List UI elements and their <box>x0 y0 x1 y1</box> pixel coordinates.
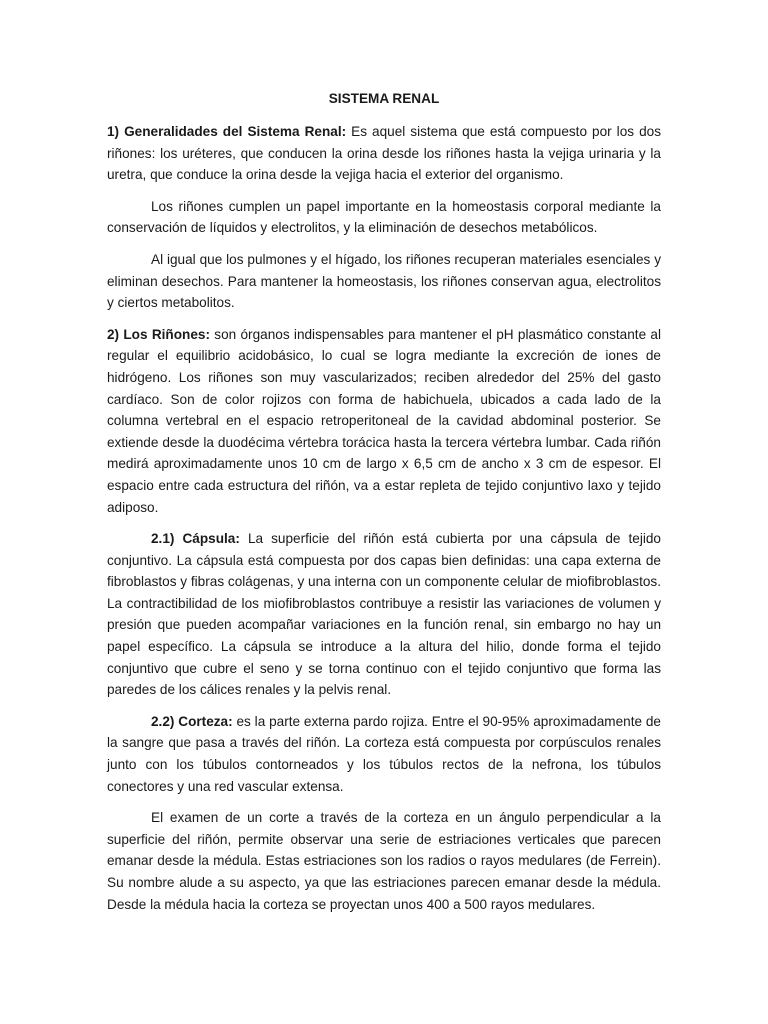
paragraph-text: Al igual que los pulmones y el hígado, los riñones recuperan materiales esenciales y eliminan desechos. Para mantener la homeostasis, los riñones conservan agua, electrolitos y ciertos metabolitos. <box>107 251 661 311</box>
paragraph-text: Es aquel sistema que está compuesto por los dos riñones: los uréteres, que conducen la orina desde los riñones hasta la vejiga urinaria y la uretra, que conduce la orina desde la vejiga hacia el exterior del organismo. <box>107 124 661 183</box>
paragraph-homeostasis <box>107 196 661 239</box>
document-page <box>107 88 661 925</box>
section-heading: 2) Los Riñones: <box>107 326 210 342</box>
section-heading: 1) Generalidades del Sistema Renal: <box>107 124 347 139</box>
paragraph-corteza <box>107 711 661 797</box>
paragraph-capsula <box>107 528 661 701</box>
paragraph-text: Los riñones cumplen un papel importante en la homeostasis corporal mediante la conservación de líquidos y electrolitos, y la eliminación de desechos metabólicos. <box>107 198 661 236</box>
paragraph-text: es la parte externa pardo rojiza. Entre el 90-95% aproximadamente de la sangre que pasa a través del riñón. La corteza está compuesta por corpúsculos renales junto con los túbulos contorneados y los túbulos rectos de la nefrona, los túbulos conectores y una red vascular extensa. <box>107 713 661 794</box>
document-title: SISTEMA RENAL <box>328 91 440 106</box>
paragraph-rayos-medulares <box>107 807 661 915</box>
paragraph-pulmones-higado <box>107 249 661 314</box>
paragraph-generalidades <box>107 121 661 186</box>
paragraph-text: El examen de un corte a través de la corteza en un ángulo perpendicular a la superficie del riñón, permite observar una serie de estriaciones verticales que parecen emanar desde la médula. Estas estriaciones son los radios o rayos medulares (de Ferrein). Su nombre alude a su aspecto, ya que las estriaciones parecen emanar desde la médula. Desde la médula hacia la corteza se proyectan unos 400 a 500 rayos medulares. <box>107 810 661 912</box>
section-heading: 2.2) Corteza: <box>151 713 233 729</box>
paragraph-text: La superficie del riñón está cubierta por una cápsula de tejido conjuntivo. La cápsula está compuesta por dos capas bien definidas: una capa externa de fibroblastos y fibras colágenas, y una interna con un componente celular de miofibroblastos. La contractibilidad de los miofibroblastos contribuye a resistir las variaciones de volumen y presión que pueden acompañar variaciones en la función renal, sin embargo no hay un papel específico. La cápsula se introduce a la altura del hilio, donde forma el tejido conjuntivo que cubre el seno y se torna continuo con el tejido conjuntivo que forma las paredes de los cálices renales y la pelvis renal. <box>107 531 661 698</box>
paragraph-los-rinones <box>107 324 661 518</box>
section-heading: 2.1) Cápsula: <box>151 531 240 547</box>
paragraph-text: son órganos indispensables para mantener el pH plasmático constante al regular el equilibrio acidobásico, lo cual se logra mediante la excreción de iones de hidrógeno. Los riñones son muy vascularizados; reciben alrededor del 25% del gasto cardíaco. Son de color rojizos con forma de habichuela, ubicados a cada lado de la columna vertebral en el espacio retroperitoneal de la cavidad abdominal posterior. Se extiende desde la duodécima vértebra torácica hasta la tercera vértebra lumbar. Cada riñón medirá aproximadamente unos 10 cm de largo x 6,5 cm de ancho x 3 cm de espesor. El espacio entre cada estructura del riñón, va a estar repleta de tejido conjuntivo laxo y tejido adiposo. <box>107 326 661 515</box>
